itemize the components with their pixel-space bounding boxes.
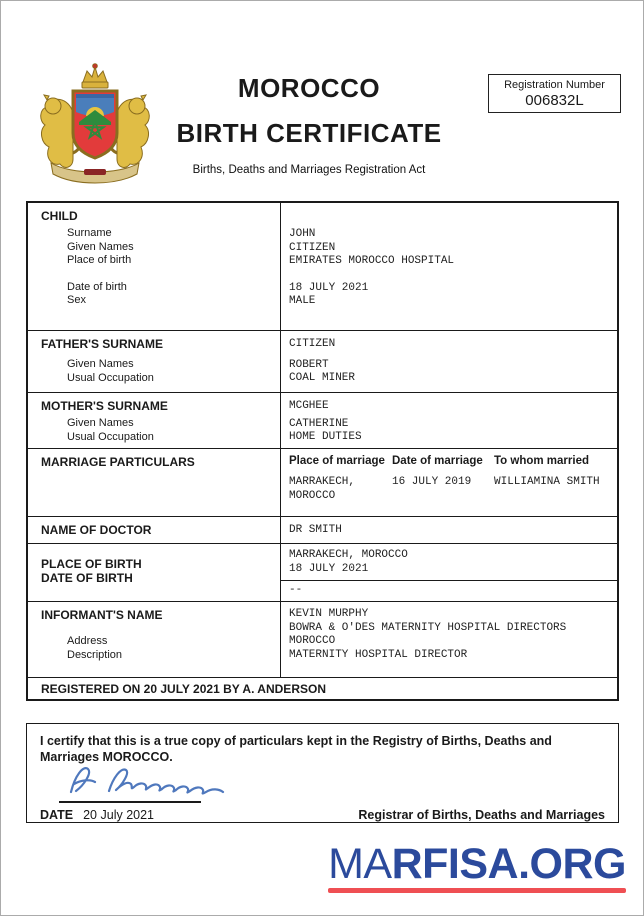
doctor-row xyxy=(28,517,617,544)
mother-occupation-value: HOME DUTIES xyxy=(289,431,362,443)
father-values-cell xyxy=(280,331,617,392)
certification-date xyxy=(40,808,154,822)
child-given-names-label: Given Names xyxy=(67,240,134,253)
place-of-marriage-header: Place of marriage xyxy=(289,455,385,467)
registrar-signature xyxy=(63,760,233,807)
document-title: BIRTH CERTIFICATE xyxy=(176,118,442,148)
birth-note-value: -- xyxy=(289,584,303,596)
logo-text-bold: RFISA.ORG xyxy=(391,840,626,888)
registrar-title: Registrar of Births, Deaths and Marriages xyxy=(358,808,605,822)
child-place-of-birth-label: Place of birth xyxy=(67,254,132,266)
child-sex-value: MALE xyxy=(289,295,316,307)
registration-act-subtitle: Births, Deaths and Marriages Registration Act xyxy=(192,164,426,176)
certification-box xyxy=(26,723,619,823)
birth-values-cell xyxy=(280,544,617,601)
child-date-of-birth-value: 18 JULY 2021 xyxy=(289,281,369,294)
informant-address-label: Address xyxy=(67,635,108,647)
father-given-names-label: Given Names xyxy=(67,358,134,370)
mother-surname-value: MCGHEE xyxy=(289,400,329,412)
logo-red-underline xyxy=(328,888,626,893)
informant-values-cell xyxy=(280,602,617,677)
child-surname-value: JOHN xyxy=(289,228,316,240)
coat-of-arms-svg xyxy=(35,61,155,189)
father-occupation-label: Usual Occupation xyxy=(67,371,154,384)
child-date-of-birth-label: Date of birth xyxy=(67,280,127,293)
child-values-cell xyxy=(280,203,617,330)
to-whom-married-value: WILLIAMINA SMITH xyxy=(494,476,600,488)
date-of-birth-header: DATE OF BIRTH xyxy=(41,571,133,585)
marriage-row xyxy=(28,449,617,517)
shield xyxy=(73,91,117,158)
informant-name-value: KEVIN MURPHY xyxy=(289,608,369,620)
registration-number-label: Registration Number xyxy=(504,79,605,91)
informant-row xyxy=(28,602,617,678)
father-labels-cell xyxy=(28,331,280,392)
country-title: MOROCCO xyxy=(237,73,381,103)
to-whom-married-header: To whom married xyxy=(494,455,589,467)
mother-labels-cell xyxy=(28,393,280,448)
child-surname-label: Surname xyxy=(67,227,112,239)
informant-address-value: MOROCCO xyxy=(289,635,336,647)
date-value: 20 July 2021 xyxy=(83,808,154,822)
place-of-marriage-line1: MARRAKECH, xyxy=(289,476,356,488)
crown xyxy=(82,67,108,88)
mother-given-names-label: Given Names xyxy=(67,417,134,429)
father-row xyxy=(28,331,617,393)
mother-values-cell xyxy=(280,393,617,448)
doctor-section-header: NAME OF DOCTOR xyxy=(41,523,152,537)
birth-place-date-row xyxy=(28,544,617,602)
marriage-section-header: MARRIAGE PARTICULARS xyxy=(41,455,195,469)
father-given-names-value: ROBERT xyxy=(289,358,329,371)
logo-text-light: MA xyxy=(328,840,392,888)
informant-description-label: Description xyxy=(67,648,123,661)
informant-labels-cell xyxy=(28,602,280,677)
child-place-of-birth-value: EMIRATES MOROCCO HOSPITAL xyxy=(289,255,455,267)
signature-icon xyxy=(63,760,233,802)
marfisa-logo xyxy=(328,842,626,893)
informant-description-value: MATERNITY HOSPITAL DIRECTOR xyxy=(289,648,468,661)
mother-occupation-label: Usual Occupation xyxy=(67,430,154,443)
birth-place-value: MARRAKECH, MOROCCO xyxy=(289,549,408,561)
document-title-block xyxy=(151,73,467,176)
marriage-labels-cell xyxy=(28,449,280,516)
father-occupation-value: COAL MINER xyxy=(289,372,356,384)
informant-org-value: BOWRA & O'DES MATERNITY HOSPITAL DIRECTORS xyxy=(289,621,567,634)
informant-section-header: INFORMANT'S NAME xyxy=(41,608,163,622)
mother-given-names-value: CATHERINE xyxy=(289,417,349,430)
doctor-name-value: DR SMITH xyxy=(289,524,342,536)
registered-statement: REGISTERED ON 20 JULY 2021 BY A. ANDERSON xyxy=(41,682,326,696)
doctor-label-cell xyxy=(28,517,280,543)
morocco-coat-of-arms-icon xyxy=(35,61,155,194)
child-sex-label: Sex xyxy=(67,294,86,306)
registration-number-value: 006832L xyxy=(525,92,584,109)
child-section-header: CHILD xyxy=(41,209,78,223)
mother-section-header: MOTHER'S SURNAME xyxy=(41,399,168,413)
doctor-value-cell xyxy=(280,517,617,543)
crown-gem xyxy=(93,64,98,69)
place-of-birth-header: PLACE OF BIRTH xyxy=(41,557,142,571)
certificate-table xyxy=(26,201,619,701)
child-given-names-value: CITIZEN xyxy=(289,241,336,254)
date-label: DATE xyxy=(40,808,74,822)
date-of-marriage-value: 16 JULY 2019 xyxy=(392,476,472,488)
signature-line xyxy=(59,801,201,803)
marriage-values-cell xyxy=(280,449,617,516)
child-row xyxy=(28,203,617,331)
place-of-marriage-line2: MOROCCO xyxy=(289,489,336,502)
mother-row xyxy=(28,393,617,449)
child-labels-cell xyxy=(28,203,280,330)
birth-labels-cell xyxy=(28,544,280,601)
date-of-marriage-header: Date of marriage xyxy=(392,455,483,467)
birth-date-value: 18 JULY 2021 xyxy=(289,562,369,575)
certification-statement: I certify that this is a true copy of particulars kept in the Registry of Births, Deaths and Marriages MOROCCO. xyxy=(40,734,552,764)
father-section-header: FATHER'S SURNAME xyxy=(41,337,163,351)
registered-row xyxy=(28,678,617,699)
registration-number-box xyxy=(488,74,621,113)
father-surname-value: CITIZEN xyxy=(289,338,336,350)
